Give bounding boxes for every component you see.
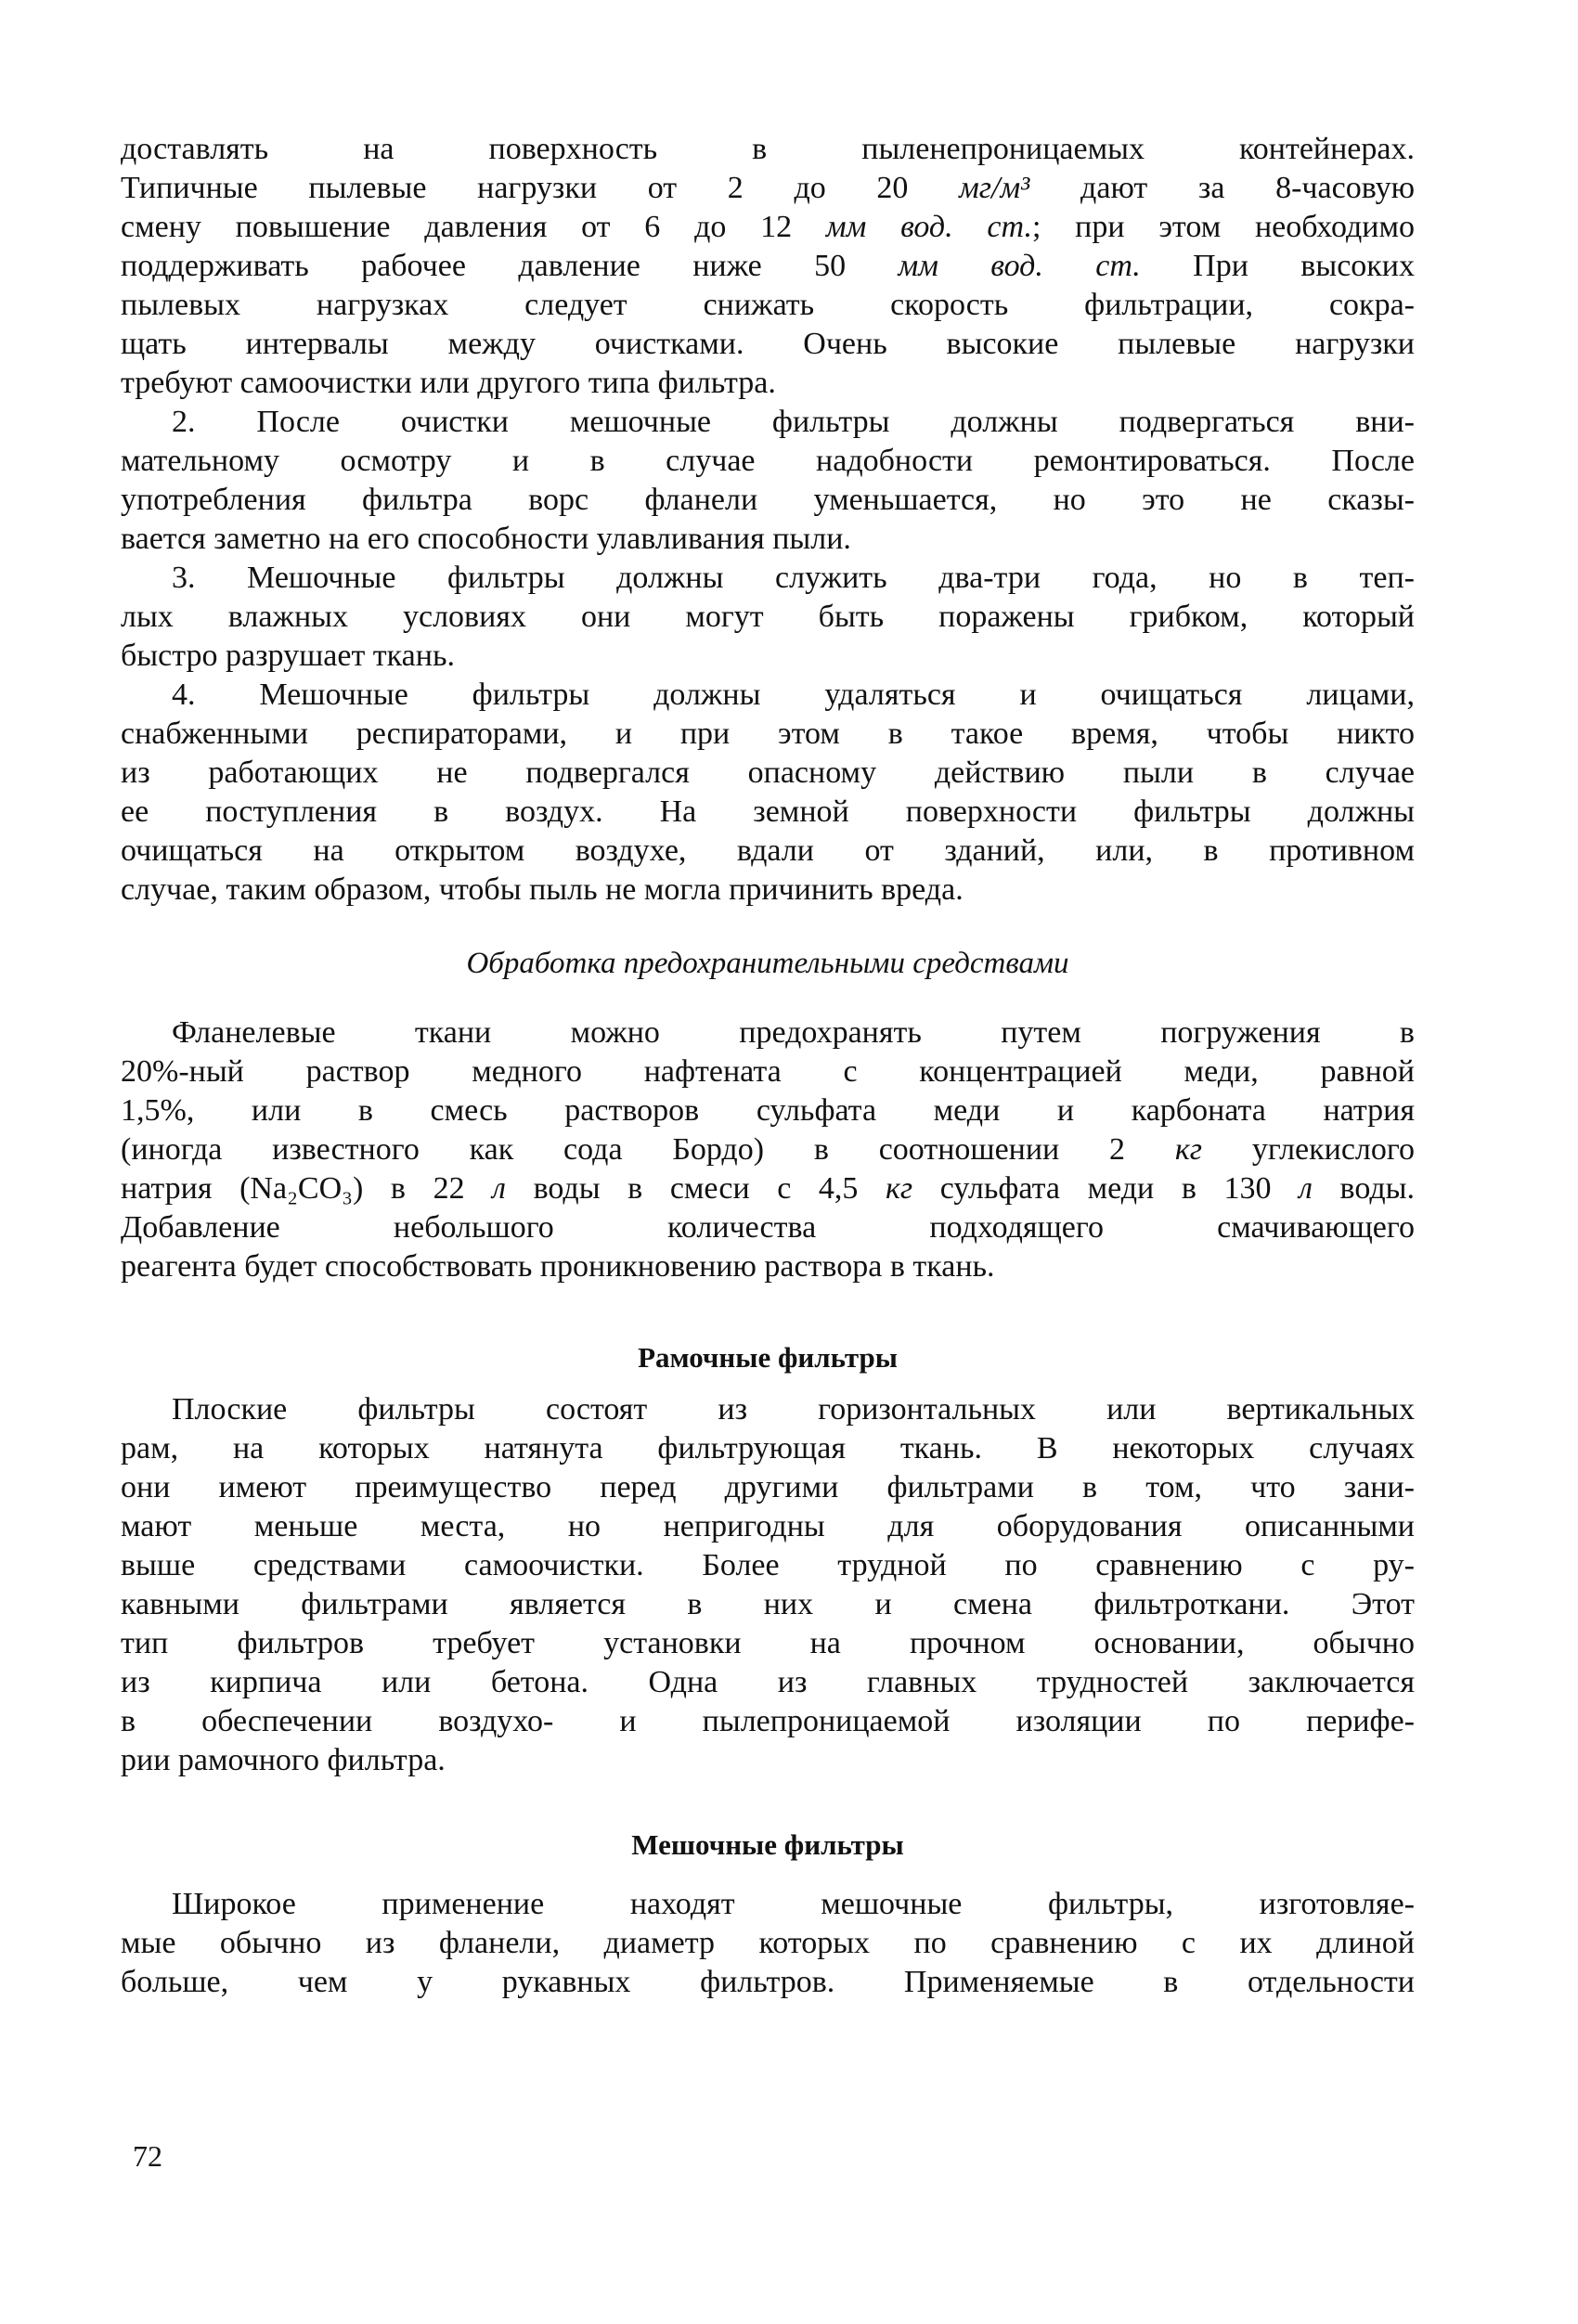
text-line xyxy=(121,481,1415,520)
text-line xyxy=(121,1169,1415,1208)
italic-unit: кг xyxy=(886,1171,913,1206)
text-line xyxy=(121,1429,1415,1468)
text-segment: вается заметно на его способности улавливания пыли. xyxy=(121,522,851,556)
text-segment: быстро разрушает ткань. xyxy=(121,639,455,673)
paragraph xyxy=(121,403,1415,559)
text-segment: углекислого xyxy=(1202,1132,1415,1167)
text-line xyxy=(121,1624,1415,1663)
text-line xyxy=(121,247,1415,286)
text-segment: мые обычно из фланели, диаметр которых по сравнению с их длиной xyxy=(121,1926,1415,1960)
text-segment: мают меньше места, но непригодны для оборудования описанными xyxy=(121,1509,1415,1543)
text-line xyxy=(121,1885,1415,1924)
text-segment: натрия (Na₂CO₃) в 22 xyxy=(121,1171,493,1206)
text-segment: воды. xyxy=(1312,1171,1415,1206)
text-line xyxy=(121,1390,1415,1429)
text-line xyxy=(121,871,1415,910)
text-segment: ее поступления в воздух. На земной поверхности фильтры должны xyxy=(121,794,1415,829)
section-heading: Мешочные фильтры xyxy=(631,1828,904,1861)
text-segment: 1,5%, или в смесь растворов сульфата меди и карбоната натрия xyxy=(121,1093,1415,1128)
text-line xyxy=(121,1585,1415,1624)
text-segment: 4. Мешочные фильтры должны удаляться и очищаться лицами, xyxy=(172,678,1415,712)
text-segment: они имеют преимущество перед другими фильтрами в том, что зани- xyxy=(121,1470,1415,1504)
paragraph xyxy=(121,130,1415,403)
text-line xyxy=(121,325,1415,364)
text-line xyxy=(121,1130,1415,1169)
text-segment: больше, чем у рукавных фильтров. Применяемые в отдельности xyxy=(121,1965,1415,1999)
text-line xyxy=(121,442,1415,481)
italic-unit: мг/м³ xyxy=(959,171,1030,205)
text-line xyxy=(121,1052,1415,1091)
text-line xyxy=(121,1663,1415,1702)
text-segment: Типичные пылевые нагрузки от 2 до 20 xyxy=(121,171,960,205)
text-line xyxy=(121,286,1415,325)
text-line xyxy=(121,520,1415,559)
italic-unit: л xyxy=(492,1171,506,1206)
paragraph xyxy=(121,1014,1415,1286)
subsection-heading: Обработка предохранительными средствами xyxy=(466,947,1069,980)
text-segment: в обеспечении воздухо- и пылепроницаемой изоляции по перифе- xyxy=(121,1704,1415,1738)
paragraph xyxy=(121,1390,1415,1780)
text-segment: щать интервалы между очистками. Очень высокие пылевые нагрузки xyxy=(121,327,1415,361)
text-segment: кавными фильтрами является в них и смена фильтроткани. Этот xyxy=(121,1587,1415,1621)
page-number: 72 xyxy=(133,2139,162,2173)
text-line xyxy=(121,598,1415,637)
text-line xyxy=(121,754,1415,793)
text-line xyxy=(121,403,1415,442)
text-line xyxy=(121,1208,1415,1247)
text-segment: Фланелевые ткани можно предохранять путем погружения в xyxy=(172,1015,1415,1050)
text-segment: При высоких xyxy=(1140,249,1416,283)
text-segment: 20%-ный раствор медного нафтената с концентрацией меди, равной xyxy=(121,1054,1415,1089)
text-line xyxy=(121,832,1415,871)
italic-unit: л xyxy=(1299,1171,1313,1206)
text-segment: мательному осмотру и в случае надобности ремонтироваться. После xyxy=(121,444,1415,478)
section-heading: Рамочные фильтры xyxy=(638,1341,898,1374)
text-line xyxy=(121,793,1415,832)
text-line xyxy=(121,1247,1415,1286)
text-segment: из кирпича или бетона. Одна из главных трудностей заключается xyxy=(121,1665,1415,1699)
text-line xyxy=(121,1546,1415,1585)
text-segment: из работающих не подвергался опасному действию пыли в случае xyxy=(121,755,1415,790)
text-segment: очищаться на открытом воздухе, вдали от зданий, или, в противном xyxy=(121,833,1415,868)
text-segment: рии рамочного фильтра. xyxy=(121,1743,446,1777)
text-line xyxy=(121,364,1415,403)
text-line xyxy=(121,1091,1415,1130)
text-line xyxy=(121,208,1415,247)
text-segment: употребления фильтра ворс фланели уменьшается, но это не сказы- xyxy=(121,483,1415,517)
text-segment: дают за 8-часовую xyxy=(1029,171,1415,205)
text-segment: снабженными респираторами, и при этом в такое время, чтобы никто xyxy=(121,717,1415,751)
text-line xyxy=(121,676,1415,715)
text-segment: пылевых нагрузках следует снижать скорость фильтрации, сокра- xyxy=(121,288,1415,322)
text-line xyxy=(121,1507,1415,1546)
paragraph xyxy=(121,559,1415,676)
text-segment: 2. После очистки мешочные фильтры должны подвергаться вни- xyxy=(172,405,1415,439)
text-segment: реагента будет способствовать проникновению раствора в ткань. xyxy=(121,1249,995,1284)
text-line xyxy=(121,1014,1415,1052)
text-line xyxy=(121,637,1415,676)
text-segment: поддерживать рабочее давление ниже 50 xyxy=(121,249,899,283)
text-segment: смену повышение давления от 6 до 12 xyxy=(121,210,826,244)
page-body xyxy=(121,130,1415,2002)
text-line xyxy=(121,130,1415,169)
italic-unit: кг xyxy=(1174,1132,1203,1167)
text-line xyxy=(121,1741,1415,1780)
text-segment: тип фильтров требует установки на прочном основании, обычно xyxy=(121,1626,1415,1660)
paragraph xyxy=(121,1885,1415,2002)
italic-unit: мм вод. ст. xyxy=(825,210,1032,244)
italic-unit: мм вод. ст. xyxy=(898,249,1141,283)
text-segment: выше средствами самоочистки. Более трудной по сравнению с ру- xyxy=(121,1548,1415,1582)
text-segment: рам, на которых натянута фильтрующая ткань. В некоторых случаях xyxy=(121,1431,1415,1465)
text-line xyxy=(121,1963,1415,2002)
text-segment: воды в смеси с 4,5 xyxy=(506,1171,886,1206)
text-segment: Широкое применение находят мешочные фильтры, изготовляе- xyxy=(172,1887,1415,1921)
text-segment: Плоские фильтры состоят из горизонтальных или вертикальных xyxy=(172,1392,1415,1427)
text-segment: лых влажных условиях они могут быть поражены грибком, который xyxy=(121,600,1415,634)
text-line xyxy=(121,169,1415,208)
text-segment: сульфата меди в 130 xyxy=(912,1171,1300,1206)
text-segment: случае, таким образом, чтобы пыль не могла причинить вреда. xyxy=(121,872,964,907)
text-line xyxy=(121,559,1415,598)
text-line xyxy=(121,1468,1415,1507)
text-segment: ; при этом необходимо xyxy=(1031,210,1416,244)
text-segment: требуют самоочистки или другого типа фильтра. xyxy=(121,366,776,400)
text-line xyxy=(121,715,1415,754)
text-line xyxy=(121,1924,1415,1963)
paragraph xyxy=(121,676,1415,910)
text-segment: доставлять на поверхность в пыленепроницаемых контейнерах. xyxy=(121,132,1415,166)
text-line xyxy=(121,1702,1415,1741)
text-segment: (иногда известного как сода Бордо) в соотношении 2 xyxy=(121,1132,1175,1167)
text-segment: Добавление небольшого количества подходящего смачивающего xyxy=(121,1210,1415,1245)
text-segment: 3. Мешочные фильтры должны служить два-три года, но в теп- xyxy=(172,561,1415,595)
